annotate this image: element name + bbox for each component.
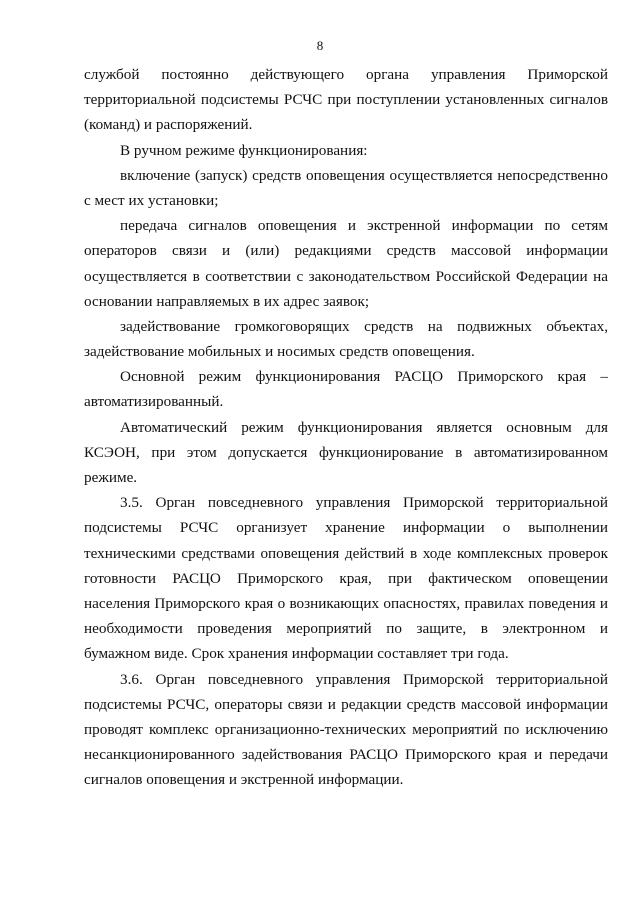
text-line: 3.6. Орган повседневного управления Приморской территориальной [120,670,608,688]
text-line: территориальной подсистемы РСЧС при поступлении установленных сигналов [84,91,608,109]
text-line: операторов связи и (или) редакциями средств массовой информации [84,242,608,260]
text-line: В ручном режиме функционирования: [120,141,368,159]
text-line: проводят комплекс организационно-технических мероприятий по исключению [84,720,608,738]
text-line: основании направляемых в их адрес заявок; [84,292,370,310]
text-line: включение (запуск) средств оповещения осуществляется непосредственно [120,166,608,184]
text-line: сигналов оповещения и экстренной информации. [84,771,404,789]
text-line: (команд) и распоряжений. [84,116,253,134]
text-line: Основной режим функционирования РАСЦО Приморского края – [120,368,608,386]
text-line: режиме. [84,469,138,486]
text-line: службой постоянно действующего органа управления Приморской [84,66,608,83]
text-line: с мест их установки; [84,191,219,209]
page-number: 8 [316,38,324,53]
text-line: подсистемы РСЧС организует хранение информации о выполнении [84,519,608,537]
text-line: осуществляется в соответствии с законодательством Российской Федерации на [84,267,608,285]
text-line: задействование мобильных и носимых средств оповещения. [84,343,475,361]
text-line: бумажном виде. Срок хранения информации составляет три года. [84,645,509,663]
text-line: несанкционированного задействования РАСЦО Приморского края и передачи [84,746,608,764]
text-line: техническими средствами оповещения действий в ходе комплексных проверок [84,544,608,562]
text-line: 3.5. Орган повседневного управления Приморской территориальной [120,494,608,512]
text-line: населения Приморского края о возникающих опасностях, правилах поведения и [84,594,608,612]
text-line: готовности РАСЦО Приморского края, при фактическом оповещении [84,569,608,587]
text-line: автоматизированный. [84,393,224,411]
text-line: КСЭОН, при этом допускается функционирование в автоматизированном [84,443,608,461]
text-line: передача сигналов оповещения и экстренной информации по сетям [120,217,608,235]
text-line: необходимости проведения мероприятий по защите, в электронном и [84,620,608,638]
document-text-body [84,62,608,792]
text-line: подсистемы РСЧС, операторы связи и редакции средств массовой информации [84,695,608,713]
text-line: задействование громкоговорящих средств на подвижных объектах, [120,317,608,335]
text-line: Автоматический режим функционирования является основным для [120,418,608,436]
